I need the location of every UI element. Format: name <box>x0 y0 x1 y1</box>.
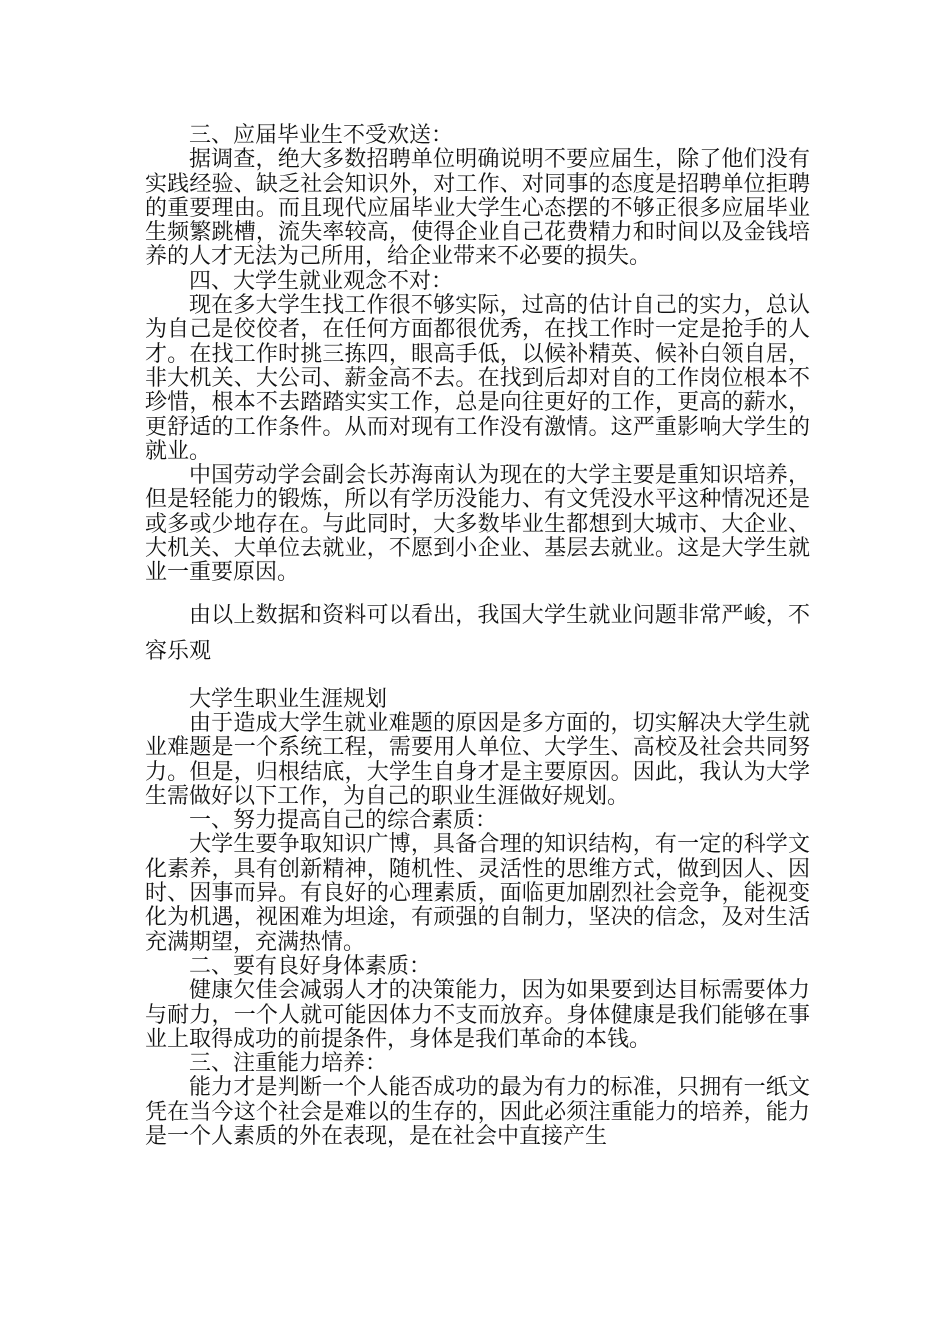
section-heading-career-planning: 大学生职业生涯规划 <box>189 686 388 712</box>
section-heading-3-ability: 三、注重能力培养： <box>189 1051 388 1077</box>
section-heading-1-quality: 一、努力提高自己的综合素质： <box>189 808 498 834</box>
paragraph-ability-training: 能力才是判断一个人能否成功的最为有力的标准，只拥有一纸文凭在当今这个社会是难以的生存的，因此必须注重能力的培养，能力是一个人素质的外在表现，是在社会中直接产生 <box>145 1075 810 1149</box>
section-heading-4-employment-view: 四、大学生就业观念不对： <box>189 268 454 294</box>
document-page <box>145 124 810 1149</box>
section-heading-2-physical: 二、要有良好身体素质： <box>189 953 432 979</box>
paragraph-conclusion: 由以上数据和资料可以看出，我国大学生就业问题非常严峻，不容乐观 <box>145 602 810 664</box>
paragraph-su-hainan-view: 中国劳动学会副会长苏海南认为现在的大学主要是重知识培养，但是轻能力的锻炼，所以有学历没能力、有文凭没水平这种情况还是或多或少地存在。与此同时，大多数毕业生都想到大城市、大企业、大机关、大单位去就业，不愿到小企业、基层去就业。这是大学生就业一重要原因。 <box>145 463 810 586</box>
paragraph-career-intro: 由于造成大学生就业难题的原因是多方面的，切实解决大学生就业难题是一个系统工程，需要用人单位、大学生、高校及社会共同努力。但是，归根结底，大学生自身才是主要原因。因此，我认为大学生需做好以下工作，为自己的职业生涯做好规划。 <box>145 710 810 809</box>
paragraph-physical-health: 健康欠佳会减弱人才的决策能力，因为如果要到达目标需要体力与耐力，一个人就可能因体力不支而放弃。身体健康是我们能够在事业上取得成功的前提条件，身体是我们革命的本钱。 <box>145 978 810 1052</box>
paragraph-unrealistic-expectations: 现在多大学生找工作很不够实际，过高的估计自己的实力，总认为自己是佼佼者，在任何方面都很优秀，在找工作时一定是抢手的人才。在找工作时挑三拣四，眼高手低，以候补精英、候补白领自居，非大机关、大公司、薪金高不去。在找到后却对自的工作岗位根本不珍惜，根本不去踏踏实实工作，总是向往更好的工作，更高的薪水，更舒适的工作条件。从而对现有工作没有激情。这严重影响大学生的就业。 <box>145 293 810 464</box>
section-heading-3-graduates: 三、应届毕业生不受欢送： <box>189 123 454 148</box>
paragraph-comprehensive-quality: 大学生要争取知识广博，具备合理的知识结构，有一定的科学文化素养，具有创新精神，随机性、灵活性的思维方式，做到因人、因时、因事而异。有良好的心理素质，面临更加剧烈社会竞争，能视变化为机遇，视困难为坦途，有顽强的自制力，坚决的信念，及对生活充满期望，充满热情。 <box>145 832 810 955</box>
paragraph-graduates-survey: 据调查，绝大多数招聘单位明确说明不要应届生，除了他们没有实践经验、缺乏社会知识外，对工作、对同事的态度是招聘单位拒聘的重要理由。而且现代应届毕业大学生心态摆的不够正很多应届毕业生频繁跳槽，流失率较高，使得企业自己花费精力和时间以及金钱培养的人才无法为己所用，给企业带来不必要的损失。 <box>145 147 810 270</box>
